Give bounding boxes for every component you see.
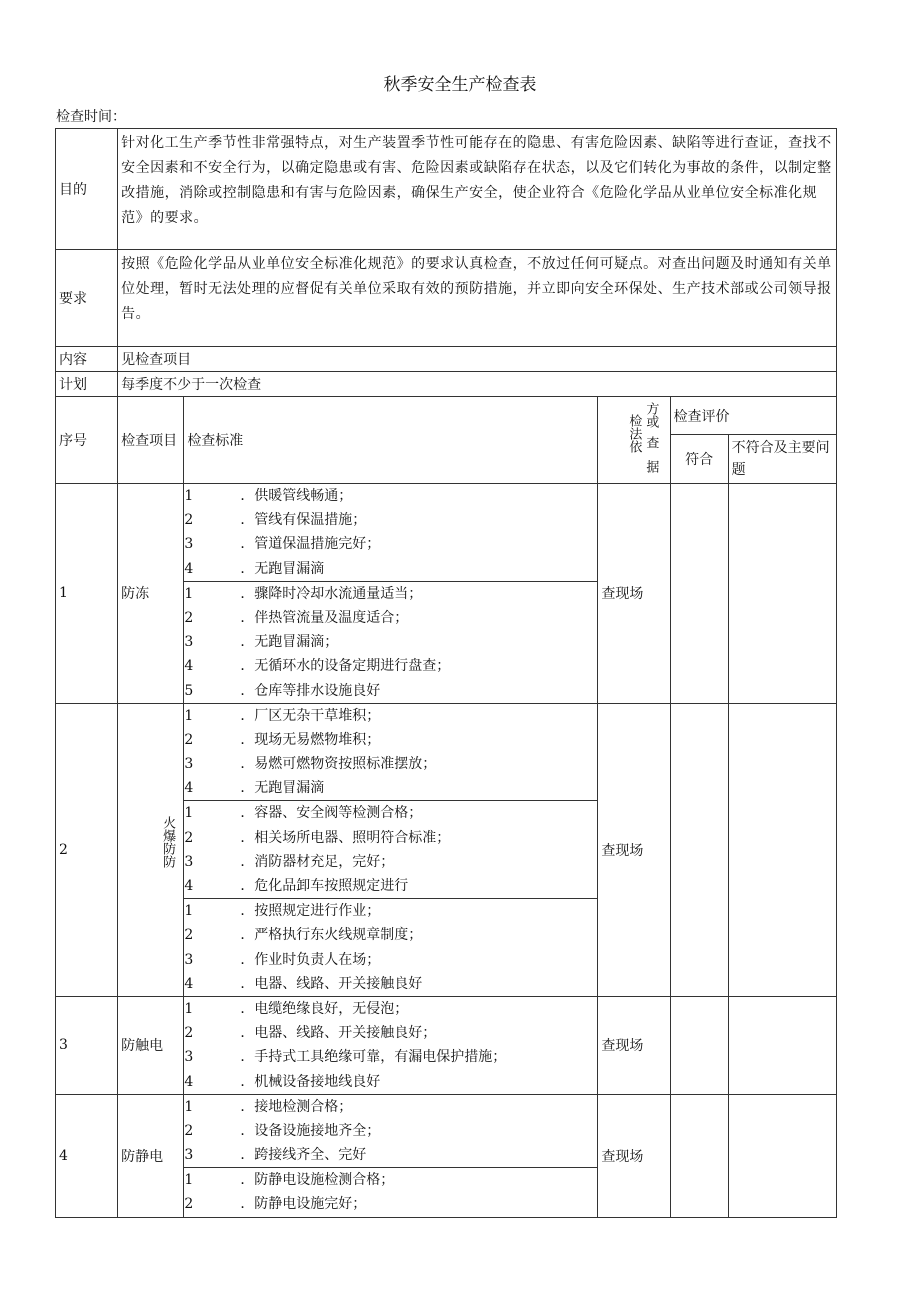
standard-group (184, 484, 597, 581)
row-1-item: 防冻 (118, 484, 184, 704)
row-1-nonconform (728, 484, 836, 704)
standard-line: 4 ．危化品卸车按照规定进行 (184, 878, 409, 894)
purpose-row (56, 129, 837, 250)
standard-line: 4 ．机械设备接地线良好 (184, 1073, 381, 1090)
header-conform: 符合 (670, 435, 728, 484)
standard-line: 2 ．相关场所电器、照明符合标准； (184, 829, 451, 846)
check-time-label: 检查时间： (56, 109, 126, 125)
row-2-item (118, 703, 184, 996)
row-3-basis: 查现场 (598, 996, 670, 1094)
standard-line: 2 ．伴热管流量及温度适合； (184, 609, 409, 626)
header-item: 检查项目 (118, 397, 184, 484)
table-row-4 (56, 1094, 837, 1217)
table-row-3 (56, 996, 837, 1094)
row-4-standards (184, 1094, 598, 1217)
header-basis-char-3: 查 (643, 436, 659, 449)
row-3-nonconform (728, 996, 836, 1094)
standard-line: 1 ．电缆绝缘良好，无侵泡； (184, 1000, 409, 1017)
standard-line: 2 ．防静电设施完好； (184, 1196, 367, 1213)
row-1-conform (670, 484, 728, 704)
header-basis-char-1: 方或 (643, 402, 659, 428)
header-standard: 检查标准 (184, 397, 598, 484)
standard-group (184, 581, 597, 703)
standard-line: 2 ．严格执行东火线规章制度； (184, 927, 423, 944)
requirement-text: 按照《危险化学品从业单位安全标准化规范》的要求认真检查，不放过任何可疑点。对查出问题及时通知有关单位处理，暂时无法处理的应督促有关单位采取有效的预防措施，并立即向安全环保处、生产技术部或公司领导报告。 (118, 250, 837, 347)
standard-line: 3 ．消防器材充足，完好； (184, 853, 395, 870)
standard-line: 2 ．设备设施接地齐全； (184, 1122, 381, 1139)
standard-line: 2 ．电器、线路、开关接触良好； (184, 1025, 437, 1042)
standard-line: 2 ．管线有保温措施； (184, 512, 367, 529)
purpose-text: 针对化工生产季节性非常强特点，对生产装置季节性可能存在的隐患、有害危险因素、缺陷等进行查证，查找不安全因素和不安全行为，以确定隐患或有害、危险因素或缺陷存在状态，以及它们转化为事故的条件，以制定整改措施，消除或控制隐患和有害与危险因素，确保生产安全，使企业符合《危险化学品从业单位安全标准化规范》的要求。 (118, 129, 837, 250)
standard-line: 3 ．作业时负责人在场； (184, 951, 381, 968)
standard-line: 1 ．厂区无杂干草堆积； (184, 707, 381, 724)
standard-group (184, 1095, 597, 1168)
row-3-seq: 3 (56, 996, 118, 1094)
standard-line: 4 ．无循环水的设备定期进行盘查； (184, 658, 451, 675)
header-seq: 序号 (56, 397, 118, 484)
standard-line: 4 ．电器、线路、开关接触良好 (184, 975, 423, 992)
standard-line: 3 ．易燃可燃物资按照标准摆放； (184, 756, 437, 773)
purpose-label: 目的 (56, 129, 118, 250)
row-3-item: 防触电 (118, 996, 184, 1094)
table-row-2 (56, 703, 837, 996)
standard-line: 3 ．无跑冒漏滴； (184, 634, 339, 651)
plan-value: 每季度不少于一次检查 (118, 372, 837, 397)
inspection-table (55, 128, 837, 1218)
row-4-item: 防静电 (118, 1094, 184, 1217)
row-1-basis: 查现场 (598, 484, 670, 704)
standard-line: 1 ．容器、安全阀等检测合格； (184, 805, 423, 822)
row-3-standards (184, 996, 598, 1094)
standard-line: 2 ．现场无易燃物堆积； (184, 731, 381, 748)
header-evaluation: 检查评价 (670, 397, 836, 435)
row-2-nonconform (728, 703, 836, 996)
plan-row (56, 372, 837, 397)
row-4-conform (670, 1094, 728, 1217)
standard-group (184, 800, 597, 898)
row-2-item-text: 火爆防防 (160, 815, 176, 868)
standard-line: 4 ．无跑冒漏滴 (184, 780, 325, 797)
row-1-standards (184, 484, 598, 704)
header-row (56, 397, 837, 435)
standard-group (184, 997, 597, 1094)
header-nonconform: 不符合及主要问题 (728, 435, 836, 484)
header-basis-char-2: 检法依 (626, 414, 642, 453)
row-3-conform (670, 996, 728, 1094)
content-row (56, 347, 837, 372)
standard-line: 3 ．管道保温措施完好； (184, 536, 381, 553)
row-2-basis: 查现场 (598, 703, 670, 996)
standard-group (184, 704, 597, 801)
row-4-nonconform (728, 1094, 836, 1217)
requirement-row (56, 250, 837, 347)
row-2-standards (184, 703, 598, 996)
table-row-1 (56, 484, 837, 704)
row-1-seq: 1 (56, 484, 118, 704)
standard-line: 1 ．供暖管线畅通； (184, 488, 353, 504)
standard-line: 3 ．跨接线齐全、完好 (184, 1147, 367, 1164)
header-basis (598, 397, 670, 484)
standard-group (184, 1167, 597, 1216)
standard-line: 3 ．手持式工具绝缘可靠，有漏电保护措施； (184, 1049, 507, 1066)
page-title: 秋季安全生产检查表 (383, 75, 537, 95)
content-value: 见检查项目 (118, 347, 837, 372)
requirement-label: 要求 (56, 250, 118, 347)
row-4-basis: 查现场 (598, 1094, 670, 1217)
standard-line: 1 ．按照规定进行作业； (184, 903, 381, 920)
row-2-seq: 2 (56, 703, 118, 996)
plan-label: 计划 (56, 372, 118, 397)
standard-line: 1 ．防静电设施检测合格； (184, 1172, 395, 1189)
row-4-seq: 4 (56, 1094, 118, 1217)
standard-line: 4 ．无跑冒漏滴 (184, 560, 325, 577)
standard-line: 1 ．骤降时冷却水流通量适当； (184, 585, 423, 602)
standard-line: 1 ．接地检测合格； (184, 1098, 353, 1115)
row-2-conform (670, 703, 728, 996)
content-label: 内容 (56, 347, 118, 372)
standard-line: 5 ．仓库等排水设施良好 (184, 682, 381, 699)
header-basis-char-4: 据 (643, 460, 659, 473)
standard-group (184, 898, 597, 996)
